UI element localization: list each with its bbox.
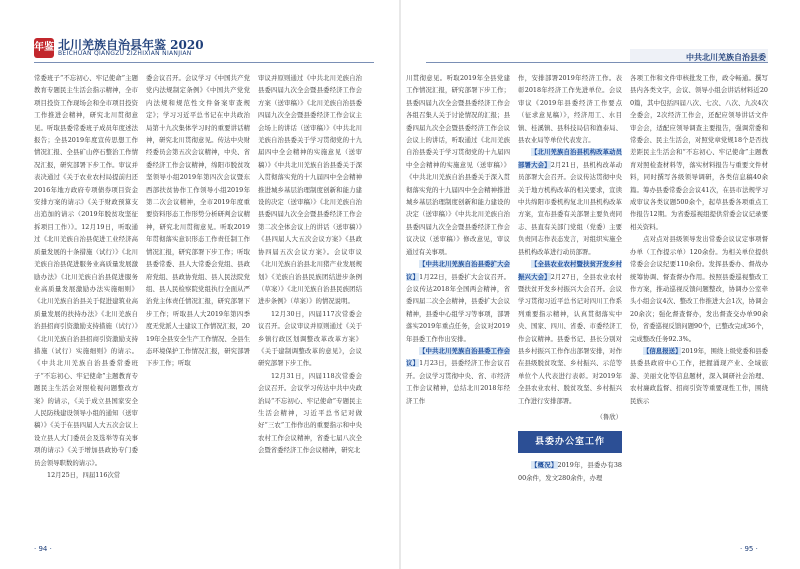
paragraph bbox=[630, 345, 768, 407]
section-heading: 【信息报送】 bbox=[643, 346, 682, 355]
paragraph: 审议并原则通过《中共北川羌族自治县委四届九次全会暨县委经济工作会方案（送审稿）》《北川羌族自治县委四届九次全会暨县委经济工作会议主会场上的讲话（送审稿）》《中共北川羌族自治县委关于学习贯彻党的十九届四中全会精神的实施意见（送审稿）》《中共北川羌族自治县委关于深入贯彻落实党的十九届四中全会精神推进城乡基层治理制度创新和能力建设的决定（送审稿）》《北川羌族自治县委四届九次全会暨县委经济工作会第二次全体会议上的讲话（送审稿）》《县四届人大五次会议方案》《县政协四届五次会议方案》。会议审议《北川羌族自治县北川猪产业发展规划》《羌族自治县民族团结进步条例（草案）》《北川羌族自治县民族团结进步条例》（草案）》的情况说明。 bbox=[258, 74, 362, 306]
right-column-2 bbox=[630, 72, 768, 407]
paragraph bbox=[518, 146, 622, 258]
section-text: 1月22日，县委扩大会议召开。会议传达2018年全国两会精神，省委四届二次全会精神，县委扩大会议精神，县委中心组学习等事项，部署落实2019年重点任务，会议对2019年县委工作作出安排。 bbox=[406, 272, 510, 343]
paragraph: 点对点对县级领导发出常委会议议定事项督办单（工作提示单）120余份。为相关单位提供常委会会议纪要110余份。发挥县委办、督战办统筹协调、督查督办作用。按照县委巡视整改工作方案，推动巡视反馈问题整改，协调办公室牵头小组会议4次、整改工作推进大会1次，协调会20余次；强化督查督办，发出督查交办单90余份，省委巡视反馈问题90个，已整改完成36个，完成整改任务92.3%。 bbox=[630, 235, 768, 343]
yearbook-logo: 年鉴 bbox=[34, 38, 54, 58]
paragraph: 12月31日，四届118次常委会会议召开。会议学习传达中共中央政治局“不忘初心、牢记使命”专题民主生活会精神，习近平总书记对做好“三农”工作作出的重要指示和中央农村工作会议精神，省委七届八次全会暨省委经济工作会议精神，研究北 bbox=[258, 371, 362, 455]
section-text: 2019年，县委办有3800余件，发文280余件，办理 bbox=[518, 461, 622, 482]
left-column-1 bbox=[34, 72, 138, 481]
author-note: （鲁欣） bbox=[596, 412, 622, 421]
left-column-3 bbox=[258, 72, 362, 457]
section-text: 1月23日，县委经济工作会议召开。会议学习贯彻中央、省、市经济工作会议精神，总结北川2018年经济工作 bbox=[406, 359, 510, 405]
book-header bbox=[34, 38, 374, 62]
paragraph bbox=[406, 345, 510, 407]
right-page bbox=[400, 0, 800, 569]
section-heading: 【中共北川羌族自治县委工作会议】 bbox=[406, 346, 510, 368]
header-rule bbox=[34, 62, 374, 63]
section-text: 2019年，围绕上级党委和县委县委县政府中心工作，把握涌现产业、全域旅游、美丽文化等信息题材，深入调研社会治理、农村廉政监督、招商引资等重要现性工作，围绕民族示 bbox=[630, 346, 769, 405]
page-number: · 94 · bbox=[34, 545, 52, 553]
section-heading: 【北川羌族自治县机构改革动员部署大会】 bbox=[518, 148, 622, 169]
right-column-1 bbox=[518, 72, 622, 484]
section-heading: 【中共北川羌族自治县委扩大会议】 bbox=[406, 260, 510, 281]
paragraph: 12月30日，四届117次常委会议召开。会议审议并原则通过《关于乡镇行政区划调整改革改革方案》《关于建制调整改革的意见》，会议研究部署下步工作。 bbox=[258, 309, 362, 368]
paragraph bbox=[518, 459, 622, 484]
book-pinyin: BEICHUAN QIANGZU ZIZHIXIAN NIANJIAN bbox=[58, 50, 192, 57]
header-rule bbox=[426, 62, 768, 63]
section-heading: 【概况】 bbox=[531, 461, 558, 470]
section-title: 中共北川羌族自治县委 bbox=[686, 53, 766, 62]
paragraph bbox=[518, 258, 622, 407]
paragraph: 川贯彻意见。听取2019年全县党建工作情况汇报，研究部署下步工作；县委四届九次全会暨县委经济工作会各组召集人关于讨论情况的汇报；县委四届九次全会暨县委经济工作会议会议上的讲话，听取通过《北川羌族自治县委关于学习贯彻党的十九届四中全会精神的实施意见（送审稿）》《中共北川羌族自治县委关于深入贯彻落实党的十九届四中全会精神推进城乡基层治理制度创新和能力建设的决定（送审稿）》《中共北川羌族自治县委四届九次全会暨县委经济工作会议决议（送审稿）》修改意见，审议通过有关事项。 bbox=[406, 74, 510, 256]
left-column-4 bbox=[406, 72, 510, 407]
section-text: 2月27日，全县农业农村暨扶贫开发乡村振兴大会召开。会议学习贯彻习近平总书记对四川工作系列重要指示精神，认真贯彻落实中央、国家、四川、省委、市委经济工作会议精神。县委书记、县长分别对县乡村振兴工作作出部署安排，对作在县级脱贫攻坚、乡村振兴、示范等单位个人代表进行表彰。对2019年全县农业农村、脱贫攻坚、乡村振兴工作进行安排部署。 bbox=[518, 272, 622, 405]
page-number: · 95 · bbox=[740, 545, 758, 553]
paragraph bbox=[406, 258, 510, 345]
left-column-2 bbox=[146, 72, 250, 370]
section-text: 2月21日，县机构改革动员部署大会召开。会议传达贯彻中央关于地方机构改革的相关要求，宣读中共绵阳市委机构复北川县机构改革方案，宣布县委有关部署主要负责同志、县直有关部门党组（党委）主要负责同志作表态发言，对组织实施全县机构改革进行动员部署。 bbox=[518, 160, 622, 256]
paragraph: 作，安排部署2019年经济工作。表彰2018年经济工作先进单位。会议审议《2019年县委经济工作要点（征求意见稿）》，经济用工、水目镇、桂溪镇、县科技局信和渔泰局、县农业局等单位代表发言。 bbox=[518, 74, 622, 145]
section-heading: 【全县农业农村暨扶贫开发乡村振兴大会】 bbox=[518, 260, 622, 281]
paragraph: 12月25日，四届116次常 bbox=[47, 471, 121, 479]
paragraph: 常委班子“不忘初心、牢记使命”主题教育专题民主生活会指示精神，全市项目投资工作现场会和全市项目投资工作推进会精神，研究北川贯彻意见。听取县委常委班子成员年度述法报告；全县2019年度宣传思想工作情况汇报、全县矿山停石整治工作情况汇报，研究部署下步工作。审议并表决通过《关于农业农村局提前归还2016年地方政府专项债券项目资金安排方案的请示》《关于财政预算支出追加的请示（2019年脱贫攻坚征拆项目工作）》。12月19日，听取通过《北川羌族自治县促进工业经济高质量发展的十条措施（试行）》《北川羌族自治县促进服务业高质量发展激励办法》《北川羌族自治县促进服务业高质量发展激励办法实施细则》《北川羌族自治县关于促进建筑业高质量发展的扶持办法》《北川羌族自治县招商引资激励支持措施（试行）》《北川羌族自治县招商引资激励支持措施（试行）实施细则》的请示。《中共北川羌族自治县委常委班子“不忘初心、牢记使命”主题教育专题民主生活会对照检视问题整改方案》的请示，《关于成立县国家安全人民防线建设领导小组的通知（送审稿）》《关于在县四届人大五次会议上设立县人大门委员会及选举等有关事项的请示》《关于增加县政协专门委员会领导职数的请示》。 bbox=[34, 74, 138, 467]
section-banner: 县委办公室工作 bbox=[518, 431, 622, 453]
paragraph: 委会议召开。会议学习《中国共产党党内法规制定条例》《中国共产党党内法规和规范性文件备案审查规定》；学习习近平总书记在中共政治局第十九次集体学习时的重要讲话精神，研究北川贯彻意见。传达中央财经委员会第五次会议精神，中央、省委经济工作会议精神，绵阳市脱贫攻坚领导小组2019年第四次会议暨东西部扶贫协作工作领导小组2019年第二次会议精神，全市2019年度重要资料形态工作形势分析研判会议精神，研究北川贯彻意见。听取2019年贯彻落实意识形态工作责任制工作情况汇报，研究部署下步工作；听取县委常委、县人大常委会党组、县政府党组、县政协党组、县人民法院党组、县人民检察院党组执行全面从严治党主体责任情况汇报，研究部署下步工作；听取县人大2019年第四季度无党派人士建议工作情况汇报，2019年全县安全生产工作情况、全县生态环境保护工作情况汇报，研究部署下步工作；听取 bbox=[146, 74, 250, 368]
paragraph: 各项工作和文件审核批发工作，政令畅通。撰写县内各类文字，会议、领导小组会讲话材料近200篇，其中包括四届八次、七次、八次、九次4次全委会，2次经济工作会，还配应领导讲话文件审会会，适配应领导调查主要报告，强调常委和常委会、民主生活会，对照党章党规18个是否找差距民主生活会和“不忘初心、牢记使命”主题教育对照检查材料等，落实材料报告与重要文件材料，同时撰写各级领导调研，各类信息稿40余篇。筹办县委常委会会议41次，在县市法规学习成审议各类议题500余个，起草县委各项重点工作报告12期。为省委巡视组提供常委会议记录要相关资料。 bbox=[630, 74, 768, 231]
book-title: 北川羌族自治县年鉴 2020 bbox=[58, 38, 204, 52]
